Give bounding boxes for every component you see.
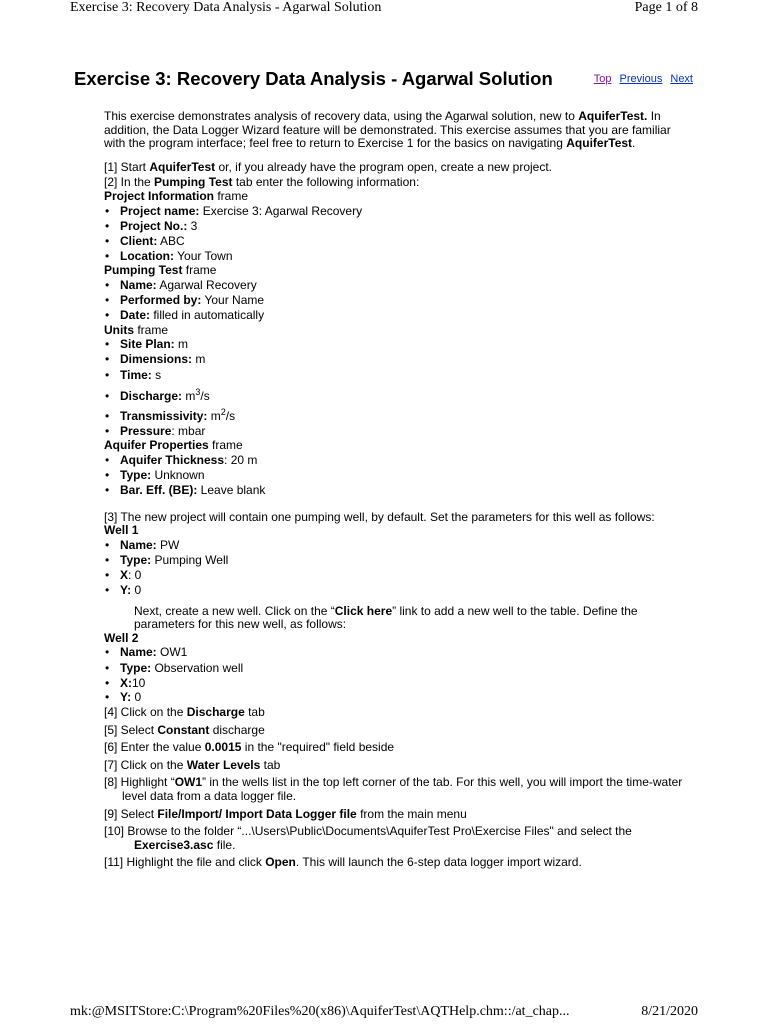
top-link[interactable]: Top [593,73,612,85]
well-1-list [104,538,694,599]
list-item: • X:10 [104,676,694,691]
list-item: • Type: Unknown [104,468,694,483]
well-1-title: Well 1 [104,523,139,538]
step-9: [9] Select File/Import/ Import Data Logger file from the main menu [104,806,467,821]
well-2-title: Well 2 [104,630,139,645]
intro-paragraph: This exercise demonstrates analysis of recovery data, using the Agarwal solution, new to AquiferTest. In addition, the Data Logger Wizard feature will be demonstrated. This exercise assumes that you are familiar with the program interface; feel free to return to Exercise 1 for the basics on navigating AquiferTest. [104,109,671,151]
step-7: [7] Click on the Water Levels tab [104,757,281,772]
list-item: • Type: Pumping Well [104,553,694,568]
units-frame-title: Units frame [104,322,169,337]
list-item: • Dimensions: m [104,352,694,367]
list-item: • Location: Your Town [104,249,694,264]
content [104,110,694,870]
list-item: • Name: Agarwal Recovery [104,278,694,293]
list-item: • Y: 0 [104,691,694,704]
step-5: [5] Select Constant discharge [104,722,265,737]
project-list [104,204,694,265]
list-item: • Name: OW1 [104,645,694,660]
list-item: • Aquifer Thickness: 20 m [104,453,694,468]
list-item: • Client: ABC [104,234,694,249]
footer-date: 8/21/2020 [641,1004,698,1019]
next-link[interactable]: Next [670,73,693,85]
list-item: • Y: 0 [104,583,694,598]
footer-url: mk:@MSITStore:C:\Program%20Files%20(x86)\AquiferTest\AQTHelp.chm::/at_chap... [70,1004,570,1019]
step-3: [3] The new project will contain one pumping well, by default. Set the parameters for this well as follows: [104,509,655,524]
page-number: Page 1 of 8 [634,0,698,15]
aquifer-list [104,453,694,499]
next-well-paragraph: Next, create a new well. Click on the “Click here” link to add a new well to the table. Define the parameters for this new well, as follows: [134,603,638,632]
step-1: [1] Start AquiferTest or, if you already have the program open, create a new project. [104,159,553,174]
list-item: • Performed by: Your Name [104,293,694,308]
step-2: [2] In the Pumping Test tab enter the following information: [104,175,420,190]
step-8: [8] Highlight “OW1” in the wells list in the top left corner of the tab. For this well, you will import the time-water level data from a data logger file. [104,775,683,803]
units-list [104,337,694,439]
list-item: • Type: Observation well [104,661,694,676]
list-item: • Pressure: mbar [104,424,694,439]
list-item: • Name: PW [104,538,694,553]
list-item: • X: 0 [104,568,694,583]
list-item: • Transmissivity: $m^2/s$ [104,409,694,424]
project-frame-title: Project Information frame [104,188,249,203]
page-footer [0,1002,768,1024]
list-item: • Bar. Eff. (BE): Leave blank [104,483,694,498]
page-header [0,0,768,20]
nav-links [589,73,693,85]
step-10: [10] Browse to the folder “...\Users\Public\Documents\AquiferTest Pro\Exercise Files" and select the Exercise3.asc file. [104,824,632,852]
page-title: Exercise 3: Recovery Data Analysis - Agarwal Solution [74,68,553,89]
step-4: [4] Click on the Discharge tab [104,704,265,719]
pumping-frame-title: Pumping Test frame [104,263,217,278]
list-item: • Project No.: 3 [104,219,694,234]
step-6: [6] Enter the value 0.0015 in the "required" field beside [104,740,395,755]
pumping-list [104,278,694,324]
list-item: • Time: s [104,368,694,383]
header-title: Exercise 3: Recovery Data Analysis - Agarwal Solution [70,0,382,15]
aquifer-frame-title: Aquifer Properties frame [104,438,243,453]
list-item: • Date: filled in automatically [104,308,694,323]
list-item: • Discharge: $m^3/s$ [104,389,694,404]
list-item: • Site Plan: m [104,337,694,352]
list-item: • Project name: Exercise 3: Agarwal Recovery [104,204,694,219]
step-11: [11] Highlight the file and click Open. This will launch the 6-step data logger import wizard. [104,855,582,870]
well-2-list [104,645,694,704]
previous-link[interactable]: Previous [619,73,663,85]
